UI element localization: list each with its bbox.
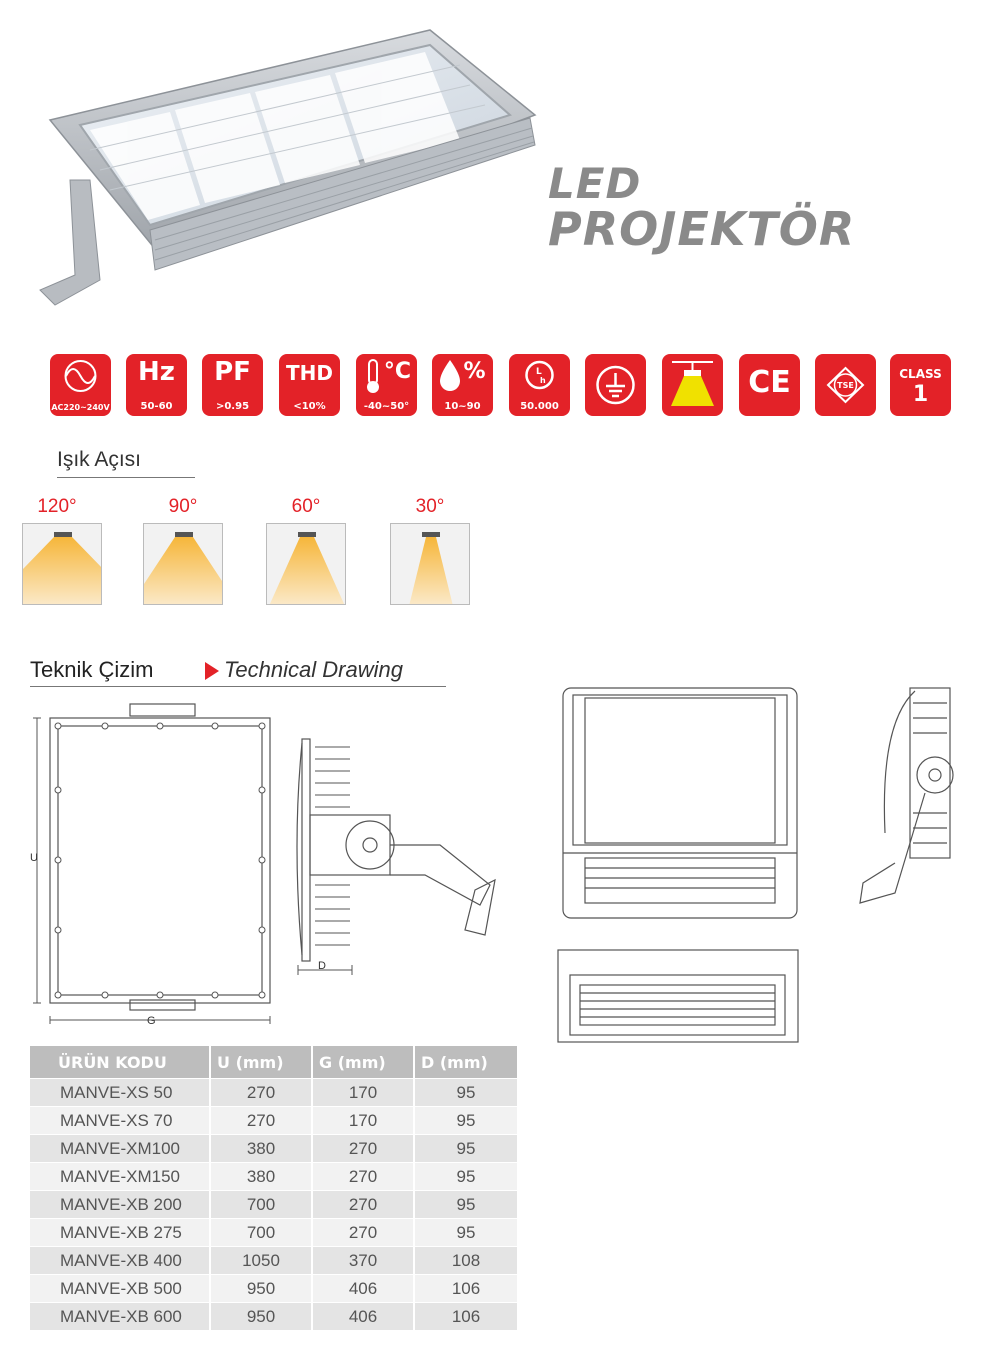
cell-product-code: MANVE-XB 200 [30,1191,210,1219]
cell-product-code: MANVE-XB 400 [30,1247,210,1275]
ground-badge [585,354,646,416]
cell-product-code: MANVE-XM150 [30,1163,210,1191]
temperature-badge [356,354,417,416]
dim-d-label: D [318,960,326,972]
ce-mark-icon: CE [748,365,791,400]
power-factor-label: >0.95 [215,401,250,412]
cell-product-code: MANVE-XB 275 [30,1219,210,1247]
voltage-badge [50,354,111,416]
humidity-badge [432,354,493,416]
table-row [30,1275,518,1303]
angle-label-90: 90° [168,496,198,517]
cell-d: 95 [414,1135,518,1163]
humidity-symbol: % [463,359,486,384]
cell-g: 270 [312,1191,414,1219]
cell-g: 406 [312,1303,414,1331]
ground-icon [585,354,646,416]
right-side-view-drawing [855,683,965,923]
beam-diagram-90 [143,523,223,605]
cell-u: 380 [210,1163,312,1191]
ce-badge [739,354,800,416]
power-factor-symbol: PF [214,357,251,387]
cell-u: 1050 [210,1247,312,1275]
table-row [30,1163,518,1191]
cell-g: 170 [312,1079,414,1107]
technical-drawing-heading-en: Technical Drawing [224,657,403,682]
humidity-label: 10~90 [444,401,481,412]
thd-badge [279,354,340,416]
table-row [30,1107,518,1135]
play-arrow-icon [205,662,219,680]
product-image [30,20,550,320]
side-view-drawing [290,735,505,980]
class-label: CLASS [899,367,942,381]
voltage-label: AC220~240V [51,403,110,412]
table-row [30,1135,518,1163]
table-header-row [30,1046,518,1079]
light-angle-heading: Işık Açısı [57,448,142,471]
table-row [30,1191,518,1219]
header-u: U (mm) [210,1046,312,1079]
frequency-label: 50-60 [140,401,173,412]
beam-diagram-120 [22,523,102,605]
lamp-icon [662,354,723,416]
spec-icons-row [50,354,950,416]
table-row [30,1219,518,1247]
lifetime-badge [509,354,570,416]
beam-diagram-60 [266,523,346,605]
light-angle-divider [57,477,195,478]
angle-label-120: 120° [37,496,77,517]
power-factor-badge [202,354,263,416]
cell-d: 95 [414,1163,518,1191]
cell-u: 380 [210,1135,312,1163]
angle-label-30: 30° [415,496,445,517]
cell-u: 270 [210,1107,312,1135]
class-badge [890,354,951,416]
cell-u: 950 [210,1275,312,1303]
tse-badge [815,354,876,416]
temperature-label: -40~50° [363,401,410,412]
cell-d: 108 [414,1247,518,1275]
cell-g: 406 [312,1275,414,1303]
cell-d: 95 [414,1191,518,1219]
cell-u: 270 [210,1079,312,1107]
product-title-line2: PROJEKTÖR [548,202,856,256]
cell-d: 95 [414,1107,518,1135]
cell-d: 95 [414,1219,518,1247]
svg-text:L: L [536,367,542,377]
frequency-badge [126,354,187,416]
cell-u: 950 [210,1303,312,1331]
frequency-symbol: Hz [138,357,175,387]
tse-label: TSE [837,381,854,390]
angle-label-60: 60° [291,496,321,517]
cell-g: 370 [312,1247,414,1275]
cell-product-code: MANVE-XB 500 [30,1275,210,1303]
thd-symbol: THD [286,361,333,385]
product-title-line1: LED [548,159,642,208]
cell-product-code: MANVE-XM100 [30,1135,210,1163]
cell-u: 700 [210,1219,312,1247]
product-spec-table [30,1046,519,1330]
cell-product-code: MANVE-XB 600 [30,1303,210,1331]
dim-u-label: U [30,852,38,864]
cell-product-code: MANVE-XS 70 [30,1107,210,1135]
cell-g: 270 [312,1219,414,1247]
cell-product-code: MANVE-XS 50 [30,1079,210,1107]
table-row [30,1303,518,1331]
cell-d: 95 [414,1079,518,1107]
cell-d: 106 [414,1275,518,1303]
svg-text:h: h [540,376,546,385]
temperature-symbol: °C [383,359,412,384]
large-front-view-drawing [555,683,805,923]
cell-g: 170 [312,1107,414,1135]
technical-drawing-heading: Teknik Çizim [30,657,154,682]
front-view-drawing [25,700,285,1035]
table-row [30,1247,518,1275]
lifetime-label: 50.000 [520,401,559,412]
cell-u: 700 [210,1191,312,1219]
header-g: G (mm) [312,1046,414,1079]
beam-diagram-30 [390,523,470,605]
technical-drawing-divider [30,686,446,687]
lamp-badge [662,354,723,416]
cell-g: 270 [312,1135,414,1163]
header-d: D (mm) [414,1046,518,1079]
thd-label: <10% [293,401,326,412]
bottom-view-drawing [555,945,805,1045]
dim-g-label: G [147,1015,156,1027]
cell-g: 270 [312,1163,414,1191]
header-product-code: ÜRÜN KODU [30,1046,210,1079]
cell-d: 106 [414,1303,518,1331]
table-row [30,1079,518,1107]
class-value: 1 [912,382,929,407]
